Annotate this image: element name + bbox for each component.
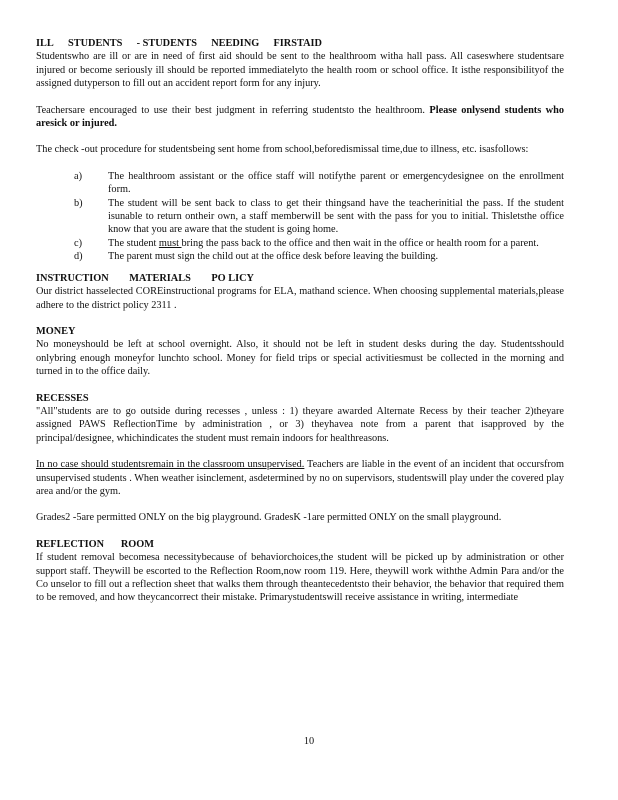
- list-marker: a): [74, 170, 82, 182]
- document-page: [36, 37, 564, 605]
- supervision-paragraph: [36, 458, 564, 498]
- reflection-room-paragraph: If student removal becomesa necessitybecause of behaviorchoices,the student will be picked up by administration or other support staff. Theywill be escorted to the Reflection Room,now room 119. Here, theywill work withthe Admin Para and/or the Co unselor to fill out a reflection sheet that walks them through theantecedentsto their behavior, the behavior that required them to be removed, and how theycancorrect their mistake. Primarystudentswill receive assistance in writing, intermediate: [36, 552, 564, 604]
- list-item-text: The healthroom assistant or the office staff will notifythe parent or emergencydesignee on the enrollment form.: [108, 170, 564, 196]
- heading-word: INSTRUCTION: [36, 272, 109, 284]
- heading-word: NEEDING: [211, 38, 260, 49]
- list-item: [36, 197, 564, 237]
- supervision-text: Teachers are liable in the event of an incident that occursfrom unsupervised students . When weather isinclement, asdetermined by no on supervisors, studentswill play under the covered play area and/or the gym.: [36, 459, 564, 497]
- referral-text: Teachersare encouraged to use their best judgment in referring studentsto the healthroom.: [36, 104, 425, 116]
- checkout-procedure-list: [36, 170, 564, 264]
- list-item-text-start: The student: [108, 237, 159, 249]
- page-number: 10: [303, 736, 315, 747]
- list-marker: b): [74, 197, 83, 209]
- heading-word: STUDENTS: [67, 38, 123, 49]
- must-emphasis: must: [158, 237, 182, 249]
- heading-word: REFLECTION: [36, 538, 105, 550]
- list-item: [36, 250, 564, 263]
- money-paragraph: No moneyshould be left at school overnight. Also, it should not be left in student desks during the day. Studentsshould onlybring enough moneyfor lunchto school. Money for field trips or special activitiesmust be collected in the morning and turned in to the office daily.: [36, 339, 564, 378]
- list-item-text: The student will be sent back to class to get their thingsand have the teacherinitial the pass. If the student isunable to return ontheir own, a staff memberwill be sent with the pass for you to initial. Thisletsthe office know that you are aware that the student is going home.: [108, 197, 564, 236]
- heading-word: - STUDENTS: [136, 38, 197, 49]
- money-heading: MONEY: [36, 325, 76, 337]
- referral-emphasis: Please onlysend students who aresick or injured.: [36, 104, 564, 130]
- heading-word: MATERIALS: [129, 272, 191, 284]
- supervision-rule: In no case should studentsremain in the classroom unsupervised.: [36, 459, 305, 471]
- list-item: [36, 170, 564, 197]
- reflection-room-heading: [36, 538, 154, 551]
- list-item-text: [108, 237, 564, 250]
- recesses-paragraph: "All"students are to go outside during recesses , unless : 1) theyare awarded Alternate Recess by their teacher 2)theyare assigned PAWS ReflectionTime by administration , or 3) theyhavea note from a parent that isapproved by the principal/designee, whichindicates the student must remain indoors for healthreasons.: [36, 405, 564, 444]
- playground-grades-paragraph: Grades2 -5are permitted ONLY on the big playground. GradesK -1are permitted ONLY on the small playground.: [36, 512, 502, 524]
- ill-students-heading: [36, 37, 322, 50]
- list-item-text-end: bring the pass back to the office and then wait in the office or health room for a parent.: [181, 237, 539, 249]
- recesses-heading: RECESSES: [36, 392, 89, 404]
- list-item-text: The parent must sign the child out at the office desk before leaving the building.: [108, 251, 439, 263]
- instruction-materials-heading: [36, 272, 254, 285]
- list-marker: d): [74, 251, 83, 263]
- heading-word: FIRSTAID: [273, 38, 322, 49]
- list-item: [36, 237, 564, 250]
- list-marker: c): [74, 237, 82, 249]
- heading-word: PO LICY: [211, 272, 254, 284]
- checkout-procedure-intro: The check -out procedure for studentsbeing sent home from school,beforedismissal time,due to illness, etc. isasfollows:: [36, 144, 529, 156]
- healthroom-referral-paragraph: [36, 104, 564, 131]
- heading-word: ILL: [36, 38, 54, 49]
- instruction-materials-paragraph: Our district hasselected COREinstructional programs for ELA, mathand science. When choosing supplemental materials,please adhere to the district policy 2311 .: [36, 286, 564, 311]
- ill-students-paragraph: Studentswho are ill or are in need of first aid should be sent to the healthroom witha hall pass. All caseswhere studentsare injured or become seriously ill should be reported immediatelyto the health room or school office. It isthe responsibilityof the assigned dutyperson to fill out an accident report form for any injury.: [36, 51, 564, 90]
- heading-word: ROOM: [120, 538, 154, 550]
